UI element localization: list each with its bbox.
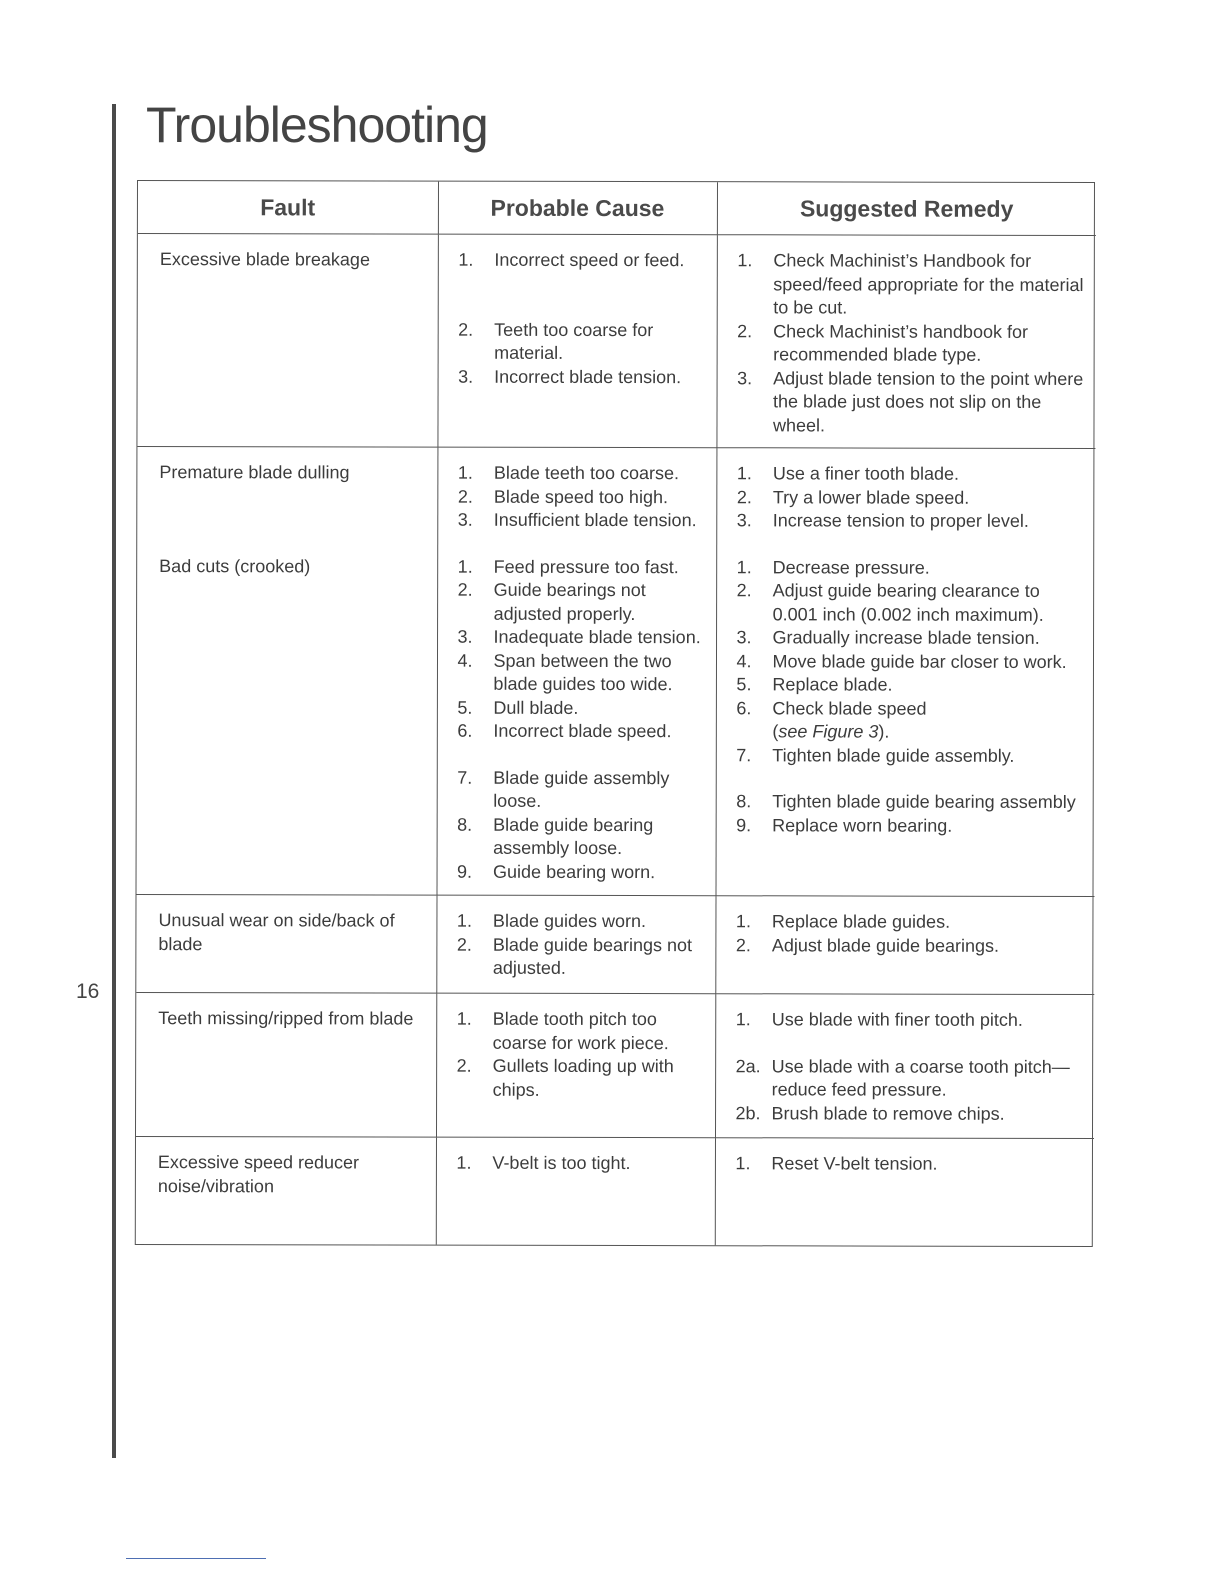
table-row	[136, 993, 1094, 1139]
troubleshooting-table-frame	[135, 180, 1095, 1247]
cause-list	[458, 462, 708, 533]
list-item	[737, 486, 1088, 510]
fault-cell	[136, 1137, 436, 1245]
header-fault: Fault	[138, 181, 438, 234]
fault-label: Unusual wear on side/back of blade	[158, 910, 395, 954]
item-text: Check blade speed	[772, 697, 927, 719]
item-text: Incorrect blade speed.	[493, 720, 672, 742]
list-item	[737, 579, 1088, 627]
item-text: Brush blade to remove chips.	[771, 1102, 1005, 1124]
list-item	[735, 1152, 1086, 1176]
list-item	[458, 462, 708, 486]
item-text: V-belt is too tight.	[492, 1152, 631, 1174]
list-item	[457, 649, 707, 697]
table-row	[136, 1137, 1094, 1247]
list-item	[458, 485, 708, 509]
item-text: Feed pressure too fast.	[493, 556, 679, 577]
list-item	[458, 365, 708, 389]
cause-cell	[436, 993, 715, 1138]
fault-cell	[136, 895, 436, 994]
list-item	[457, 860, 707, 884]
item-text: Guide bearings not adjusted properly.	[493, 579, 646, 624]
remedy-cell	[715, 896, 1094, 995]
list-item	[457, 910, 707, 934]
item-text: Adjust blade tension to the point where the blade just does not slip on the wheel.	[772, 367, 1084, 435]
item-text: Dull blade.	[493, 697, 579, 718]
item-number: 2a.	[735, 1055, 761, 1076]
item-text: Try a lower blade speed.	[772, 486, 970, 508]
remedy-list	[736, 556, 1087, 838]
item-text: Blade teeth too coarse.	[493, 462, 680, 484]
list-item	[458, 579, 708, 627]
item-text: Blade guide bearing assembly loose.	[493, 814, 654, 859]
figure-reference: see Figure 3	[778, 721, 879, 742]
list-item	[458, 626, 708, 650]
list-item	[736, 673, 1087, 697]
item-text: Tighten blade guide assembly.	[772, 744, 1015, 766]
item-number: 1.	[735, 1153, 751, 1174]
item-number: 9.	[457, 861, 473, 882]
list-item	[736, 744, 1087, 768]
item-number: 1.	[458, 249, 474, 270]
item-number: 2.	[456, 1055, 472, 1076]
list-item	[457, 720, 707, 744]
item-number: 2.	[456, 934, 472, 955]
cause-cell	[436, 895, 715, 994]
item-number: 7.	[736, 744, 752, 765]
item-number: 2.	[457, 579, 473, 600]
footer-rule	[126, 1558, 266, 1559]
figure-ref-open: (	[772, 721, 779, 742]
fault-label: Bad cuts (crooked)	[159, 555, 311, 576]
list-item	[736, 814, 1087, 838]
list-item	[458, 249, 708, 273]
item-text: Blade guides worn.	[492, 910, 647, 932]
item-number: 1.	[456, 910, 472, 931]
item-number: 8.	[457, 814, 473, 835]
item-number: 2.	[458, 319, 474, 340]
item-number: 4.	[736, 650, 752, 671]
page-number: 16	[76, 980, 100, 1003]
item-number: 2b.	[735, 1102, 761, 1123]
fault-label: Premature blade dulling	[159, 462, 350, 483]
item-text: Blade guide bearings not adjusted.	[492, 934, 693, 978]
cause-list	[457, 1008, 707, 1103]
item-number: 1.	[735, 1009, 751, 1030]
fault-label: Excessive speed reducer noise/vibration	[157, 1152, 360, 1196]
item-number: 1.	[456, 1008, 472, 1029]
item-text: Gullets loading up with chips.	[492, 1055, 674, 1100]
item-text: Check Machinist’s handbook for recommended blade type.	[773, 320, 1029, 365]
item-number: 4.	[457, 650, 473, 671]
list-item	[736, 790, 1087, 814]
header-suggested-remedy: Suggested Remedy	[717, 182, 1096, 235]
remedy-cell	[715, 1138, 1094, 1246]
item-text: Use blade with finer tooth pitch.	[771, 1009, 1023, 1030]
troubleshooting-table	[136, 181, 1096, 1246]
item-number: 2.	[735, 934, 751, 955]
list-item	[458, 555, 708, 579]
list-item	[737, 626, 1088, 650]
page-title: Troubleshooting	[146, 97, 488, 153]
list-item	[736, 934, 1087, 958]
cause-cell	[436, 1137, 715, 1245]
list-item	[457, 1008, 707, 1056]
item-text: Insufficient blade tension.	[493, 509, 697, 531]
item-number: 3.	[736, 627, 752, 648]
list-item	[736, 1008, 1087, 1032]
item-text: Replace worn bearing.	[772, 814, 953, 836]
item-number: 2.	[736, 486, 752, 507]
cause-cell	[437, 447, 717, 896]
list-item	[457, 1055, 707, 1103]
item-number: 5.	[736, 674, 752, 695]
item-text: Check Machinist’s Handbook for speed/feed appropriate for the material to be cut.	[773, 250, 1084, 318]
list-item	[737, 556, 1088, 580]
item-text: Increase tension to proper level.	[772, 510, 1029, 531]
list-item	[737, 367, 1088, 438]
table-row	[137, 447, 1096, 897]
item-text: Replace blade guides.	[771, 911, 951, 932]
item-number: 3.	[457, 509, 473, 530]
item-text: Guide bearing worn.	[493, 861, 656, 882]
remedy-list	[735, 1152, 1086, 1176]
item-text: Incorrect blade tension.	[494, 366, 682, 387]
cause-list	[458, 249, 708, 390]
list-item	[457, 933, 707, 981]
item-text: Adjust guide bearing clearance to 0.001 inch (0.002 inch maximum).	[772, 580, 1044, 625]
item-text: Reset V-belt tension.	[771, 1153, 938, 1174]
item-number: 6.	[457, 720, 473, 741]
remedy-cell	[716, 448, 1096, 897]
remedy-list	[736, 1008, 1087, 1126]
item-number: 6.	[736, 697, 752, 718]
item-text: Move blade guide bar closer to work.	[772, 650, 1067, 672]
remedy-cell	[716, 235, 1095, 449]
list-item	[456, 1152, 706, 1176]
item-number: 1.	[456, 1152, 472, 1173]
item-number: 3.	[458, 366, 474, 387]
list-item	[458, 318, 708, 366]
list-item	[737, 249, 1088, 320]
item-number: 1.	[736, 463, 752, 484]
cause-list	[457, 910, 707, 981]
fault-cell	[136, 993, 436, 1138]
item-text: Tighten blade guide bearing assembly	[772, 791, 1076, 812]
item-text: Use a finer tooth blade.	[772, 463, 960, 484]
fault-label: Excessive blade breakage	[159, 249, 370, 270]
list-item	[457, 696, 707, 720]
item-number: 9.	[736, 814, 752, 835]
table-header-row	[138, 181, 1096, 236]
remedy-list	[737, 249, 1088, 438]
item-number: 7.	[457, 767, 473, 788]
item-number: 2.	[737, 320, 753, 341]
list-item	[737, 509, 1088, 533]
item-number: 1.	[737, 250, 753, 271]
list-item	[736, 1055, 1087, 1103]
item-text: Blade tooth pitch too coarse for work piece.	[492, 1008, 669, 1053]
list-item	[736, 697, 1087, 745]
remedy-cell	[715, 994, 1094, 1139]
table-row	[137, 234, 1095, 449]
item-text: Inadequate blade tension.	[493, 626, 701, 648]
item-text: Blade guide assembly loose.	[493, 767, 670, 811]
item-number: 5.	[457, 697, 473, 718]
item-text: Blade speed too high.	[493, 486, 668, 507]
item-text: Replace blade.	[772, 674, 893, 695]
item-text: Teeth too coarse for material.	[494, 319, 654, 363]
table-row	[136, 895, 1094, 995]
item-number: 3.	[457, 626, 473, 647]
item-number: 1.	[735, 911, 751, 932]
fault-label: Teeth missing/ripped from blade	[158, 1008, 414, 1029]
item-text: Gradually increase blade tension.	[772, 627, 1040, 648]
remedy-list	[737, 462, 1088, 533]
item-number: 8.	[736, 791, 752, 812]
list-item	[736, 910, 1087, 934]
item-text: Incorrect speed or feed.	[494, 249, 685, 271]
item-text: Use blade with a coarse tooth pitch—reduce feed pressure.	[771, 1055, 1070, 1100]
item-text: Span between the two blade guides too wide.	[493, 650, 673, 695]
left-margin-rule	[112, 104, 116, 1458]
list-item	[736, 1102, 1087, 1126]
cause-cell	[437, 234, 716, 448]
item-number: 1.	[736, 556, 752, 577]
list-item	[457, 766, 707, 814]
item-number: 2.	[457, 486, 473, 507]
item-number: 3.	[737, 367, 753, 388]
cause-list	[456, 1152, 706, 1176]
figure-ref-close: ).	[878, 721, 890, 742]
list-item	[737, 462, 1088, 486]
fault-cell	[137, 447, 438, 896]
item-text: Adjust blade guide bearings.	[771, 934, 1000, 956]
header-probable-cause: Probable Cause	[438, 182, 717, 235]
remedy-list	[736, 910, 1087, 958]
cause-list	[457, 555, 708, 884]
item-number: 1.	[457, 556, 473, 577]
item-number: 2.	[736, 580, 752, 601]
fault-cell	[137, 234, 437, 448]
list-item	[736, 650, 1087, 674]
list-item	[737, 320, 1088, 368]
item-text: Decrease pressure.	[772, 556, 930, 578]
item-number: 1.	[457, 462, 473, 483]
item-number: 3.	[736, 510, 752, 531]
list-item	[457, 813, 707, 861]
list-item	[458, 509, 708, 533]
